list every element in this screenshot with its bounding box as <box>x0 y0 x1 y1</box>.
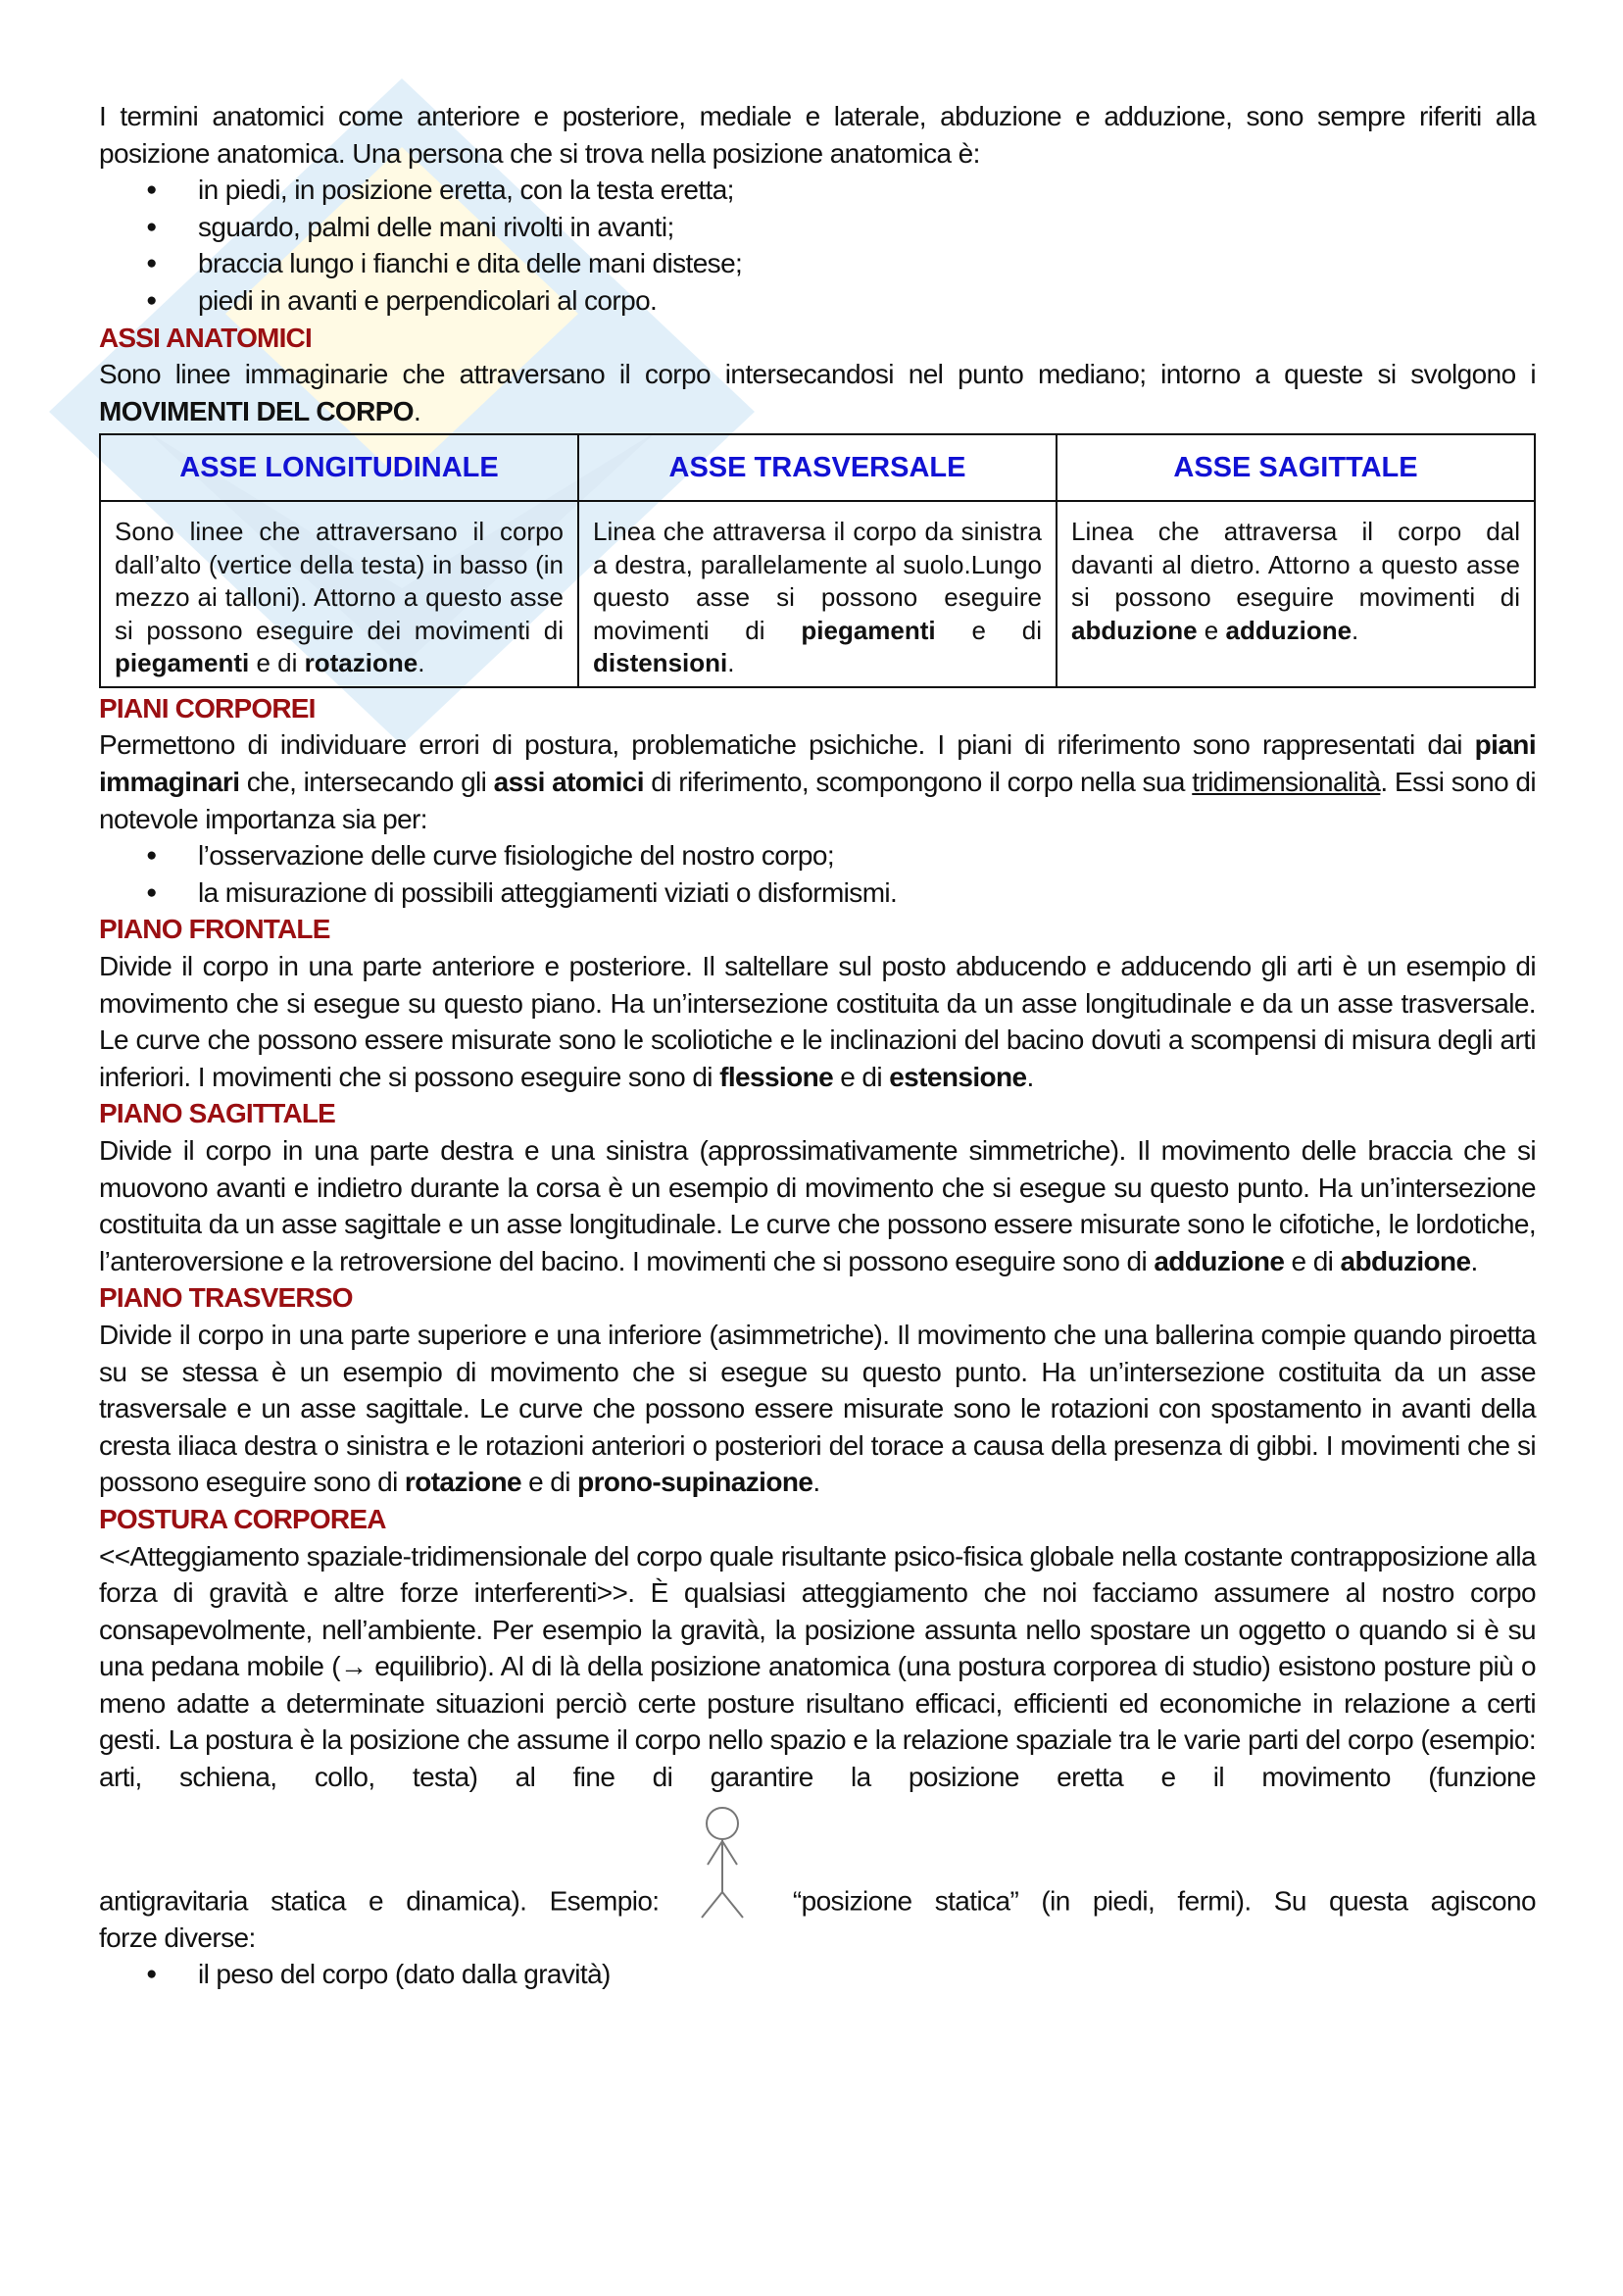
text-run: e di <box>1284 1245 1341 1276</box>
axes-table <box>99 433 1536 688</box>
text-run: e di <box>249 648 305 678</box>
bold-text: rotazione <box>404 1467 521 1498</box>
postura-corporea-paragraph: <<Atteggiamento spaziale-tridimensionale del corpo quale risultante psico-fisica globale nella costante contrapposizione alla forza di gravità e altre forze interferenti>>. È qualsiasi atteggiamento che noi facciamo assumere al nostro corpo consapevolmente, nell’ambiente. Per esempio la gravità, la posizione assunta nello spostare un oggetto o quando si è su una pedana mobile (→ equilibrio). Al di là della posizione anatomica (una postura corporea di studio) esistono posture più o meno adatte a determinate situazioni perciò certe posture risultano efficaci, efficienti ed economiche in relazione a certi gesti. La postura è la posizione che assume il corpo nello spazio e la relazione spaziale tra le varie parti del corpo (esempio: arti, schiena, collo, testa) al fine di garantire la posizione eretta e il movimento (funzione <box>99 1540 1536 1793</box>
piani-importance-list <box>99 837 1536 911</box>
text-run: “posizione statica” (in piedi, fermi). Su questa agiscono <box>792 1885 1536 1917</box>
piani-corporei-paragraph <box>99 726 1536 837</box>
piano-trasverso-paragraph <box>99 1317 1536 1501</box>
bold-text: abduzione <box>1340 1245 1471 1276</box>
text-run: che, intersecando gli <box>239 767 494 798</box>
text-run: . Essi sono di notevole importanza sia per: <box>99 767 1537 834</box>
bold-text: adduzione <box>1225 615 1352 645</box>
text-run: e <box>1197 615 1226 645</box>
text-run: e di <box>833 1061 890 1092</box>
text-run: e di <box>935 615 1042 645</box>
forze-list <box>99 1956 1536 1993</box>
bold-text: piani immaginari <box>99 729 1536 798</box>
table-row <box>100 501 1535 687</box>
text-run: Sono linee che attraversano il corpo dall’alto (vertice della testa) in basso (in mezzo ai talloni). Attorno a questo asse si possono eseguire dei movimenti di <box>115 517 564 645</box>
bold-text: MOVIMENTI DEL CORPO <box>99 395 414 426</box>
section-heading-postura-corporea: POSTURA CORPOREA <box>99 1503 386 1534</box>
section-heading-piano-sagittale: PIANO SAGITTALE <box>99 1098 336 1129</box>
table-cell-trasversale <box>578 501 1057 687</box>
text-run: . <box>812 1467 820 1498</box>
text-run: Divide il corpo in una parte anteriore e posteriore. Il saltellare sul posto abducendo e adducendo gli arti è un esempio di movimento che si esegue su questo piano. Ha un’intersezione costituita da un asse longitudinale e da un asse trasversale. Le curve che possono essere misurate sono le scoliotiche e le inclinazioni del bacino dovuti a scompensi di misura degli arti inferiori. I movimenti che si possono eseguire sono di <box>99 951 1536 1092</box>
bold-text: assi atomici <box>493 767 644 798</box>
bold-text: distensioni <box>593 648 728 678</box>
bold-text: adduzione <box>1154 1245 1285 1276</box>
text-run: Divide il corpo in una parte superiore e una inferiore (asimmetriche). Il movimento che una ballerina compie quando piroetta su se stessa è un esempio di movimento che si esegue su questo punto. Ha un’intersezione costituita da un asse trasversale e un asse sagittale. Le curve che possono essere misurate sono le rotazioni con spostamento in avanti della cresta iliaca destra o sinistra e le rotazioni anteriori o posteriori del torace a causa della presenza di gibbi. I movimenti che si possono eseguire sono di <box>99 1319 1536 1498</box>
text-run: Linea che attraversa il corpo da sinistra a destra, parallelamente al suolo.Lungo questo asse si possono eseguire movimenti di <box>593 517 1042 645</box>
list-item: ● il peso del corpo (dato dalla gravità) <box>146 1956 1536 1993</box>
text-run: di riferimento, scompongono il corpo nella sua <box>643 767 1193 798</box>
text-run: e di <box>520 1467 578 1498</box>
section-heading-piano-frontale: PIANO FRONTALE <box>99 914 330 945</box>
bold-text: flessione <box>719 1061 834 1092</box>
bold-text: abduzione <box>1071 615 1198 645</box>
list-item: ● l’osservazione delle curve fisiologiche del nostro corpo; <box>146 837 1536 874</box>
underlined-text: tridimensionalità <box>1192 767 1381 798</box>
stick-figure-icon <box>688 1804 757 1920</box>
table-header-sagittale: ASSE SAGITTALE <box>1057 434 1535 501</box>
text-run: antigravitaria statica e dinamica). Esempio: <box>99 1885 660 1917</box>
list-item: ● braccia lungo i fianchi e dita delle mani distese; <box>146 245 1536 282</box>
table-cell-sagittale <box>1057 501 1535 687</box>
list-item: ● piedi in avanti e perpendicolari al corpo. <box>146 282 1536 320</box>
table-header-trasversale: ASSE TRASVERSALE <box>578 434 1057 501</box>
section-heading-piano-trasverso: PIANO TRASVERSO <box>99 1282 353 1314</box>
assi-anatomici-paragraph <box>99 356 1536 429</box>
document-page <box>99 98 1536 1993</box>
list-item: ● la misurazione di possibili atteggiamenti viziati o disformismi. <box>146 874 1536 912</box>
intro-paragraph: I termini anatomici come anteriore e posteriore, mediale e laterale, abduzione e adduzione, sono sempre riferiti alla posizione anatomica. Una persona che si trova nella posizione anatomica è: <box>99 101 1536 169</box>
text-run: Divide il corpo in una parte destra e una sinistra (approssimativamente simmetriche). Il movimento delle braccia che si muovono avanti e indietro durante la corsa è un esempio di movimento che si esegue su questo punto. Ha un’intersezione costituita da un asse sagittale e un asse longitudinale. Le curve che possono essere misurate sono le cifotiche, le lordotiche, l’anteroversione e la retroversione del bacino. I movimenti che si possono eseguire sono di <box>99 1134 1536 1276</box>
text-run: . <box>418 648 425 678</box>
bold-text: piegamenti <box>115 648 250 678</box>
text-run: Linea che attraversa il corpo dal davanti al dietro. Attorno a questo asse si possono eseguire movimenti di <box>1071 517 1520 613</box>
postura-forze-line: forze diverse: <box>99 1922 256 1953</box>
table-cell-longitudinale <box>100 501 578 687</box>
text-run: . <box>727 648 735 678</box>
text-run: . <box>1470 1245 1478 1276</box>
text-run: . <box>1026 1061 1034 1092</box>
anatomical-position-list <box>99 172 1536 319</box>
bold-text: estensione <box>889 1061 1027 1092</box>
list-item: ● in piedi, in posizione eretta, con la testa eretta; <box>146 172 1536 209</box>
piano-sagittale-paragraph <box>99 1132 1536 1279</box>
postura-example-line <box>99 1804 1536 1920</box>
piano-frontale-paragraph <box>99 948 1536 1095</box>
text-run: . <box>414 395 421 426</box>
bold-text: rotazione <box>304 648 418 678</box>
list-item: ● sguardo, palmi delle mani rivolti in avanti; <box>146 209 1536 246</box>
bold-text: piegamenti <box>801 615 936 645</box>
bold-text: prono-supinazione <box>577 1467 813 1498</box>
section-heading-piani-corporei: PIANI CORPOREI <box>99 692 316 724</box>
text-run: . <box>1352 615 1359 645</box>
section-heading-assi-anatomici: ASSI ANATOMICI <box>99 322 312 353</box>
text-run: Sono linee immaginarie che attraversano il corpo intersecandosi nel punto mediano; intorno a queste si svolgono i <box>99 359 1536 390</box>
text-run: Permettono di individuare errori di postura, problematiche psichiche. I piani di riferimento sono rappresentati dai <box>99 729 1475 761</box>
table-header-longitudinale: ASSE LONGITUDINALE <box>100 434 578 501</box>
